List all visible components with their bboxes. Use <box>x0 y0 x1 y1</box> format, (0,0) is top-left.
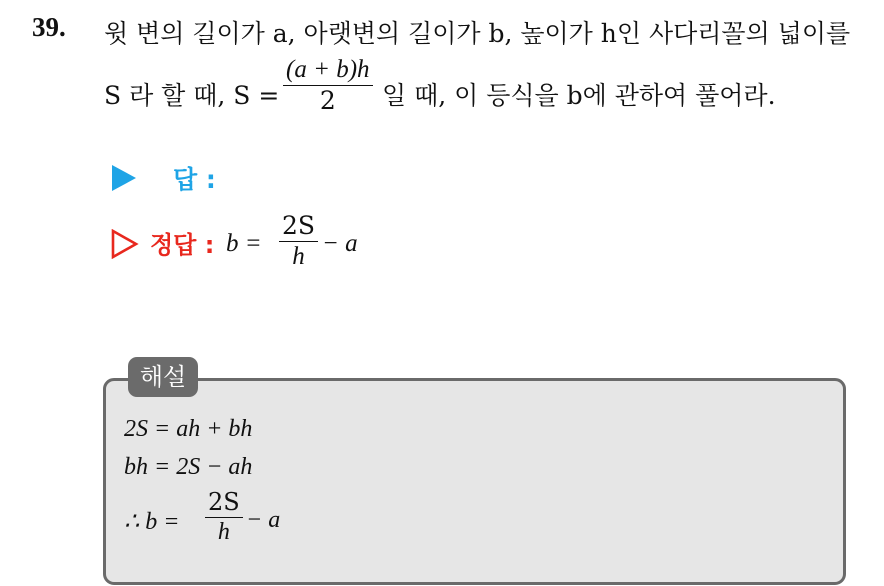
correct-answer-fraction <box>279 212 318 272</box>
formula-denominator: 2 <box>319 85 336 115</box>
solution-step-1: 2S = ah + bh <box>124 416 253 442</box>
solution-step-2: bh = 2S − ah <box>124 454 253 480</box>
correct-answer-numerator: 2S <box>279 212 318 242</box>
correct-marker-icon <box>111 229 139 259</box>
answer-label: 답 : <box>173 165 216 194</box>
question-number: 39. <box>32 12 66 42</box>
question-line-2-prefix: S 라 할 때, S = <box>104 81 280 110</box>
question-line-1: 윗 변의 길이가 a, 아랫변의 길이가 b, 높이가 h인 사다리꼴의 넓이를 <box>104 19 851 48</box>
answer-marker-icon <box>112 165 136 191</box>
solution-step-3-tail: − a <box>246 507 281 533</box>
solution-step-3-numerator: 2S <box>205 489 243 518</box>
solution-step-3-fraction <box>205 489 243 546</box>
correct-answer-label: 정답 : <box>150 231 215 259</box>
solution-step-3-denominator: h <box>217 518 230 545</box>
solution-step-3-lhs: ∴ b = <box>124 509 180 535</box>
explanation-box <box>103 378 846 585</box>
area-formula-fraction <box>283 56 373 116</box>
explanation-tag: 해설 <box>128 357 198 397</box>
formula-numerator: (a + b)h <box>283 56 373 86</box>
question-line-2-suffix: 일 때, 이 등식을 b에 관하여 풀어라. <box>382 81 776 110</box>
correct-answer-denominator: h <box>292 242 305 270</box>
correct-answer-lhs: b = <box>226 230 262 257</box>
correct-answer-tail: − a <box>322 230 358 257</box>
